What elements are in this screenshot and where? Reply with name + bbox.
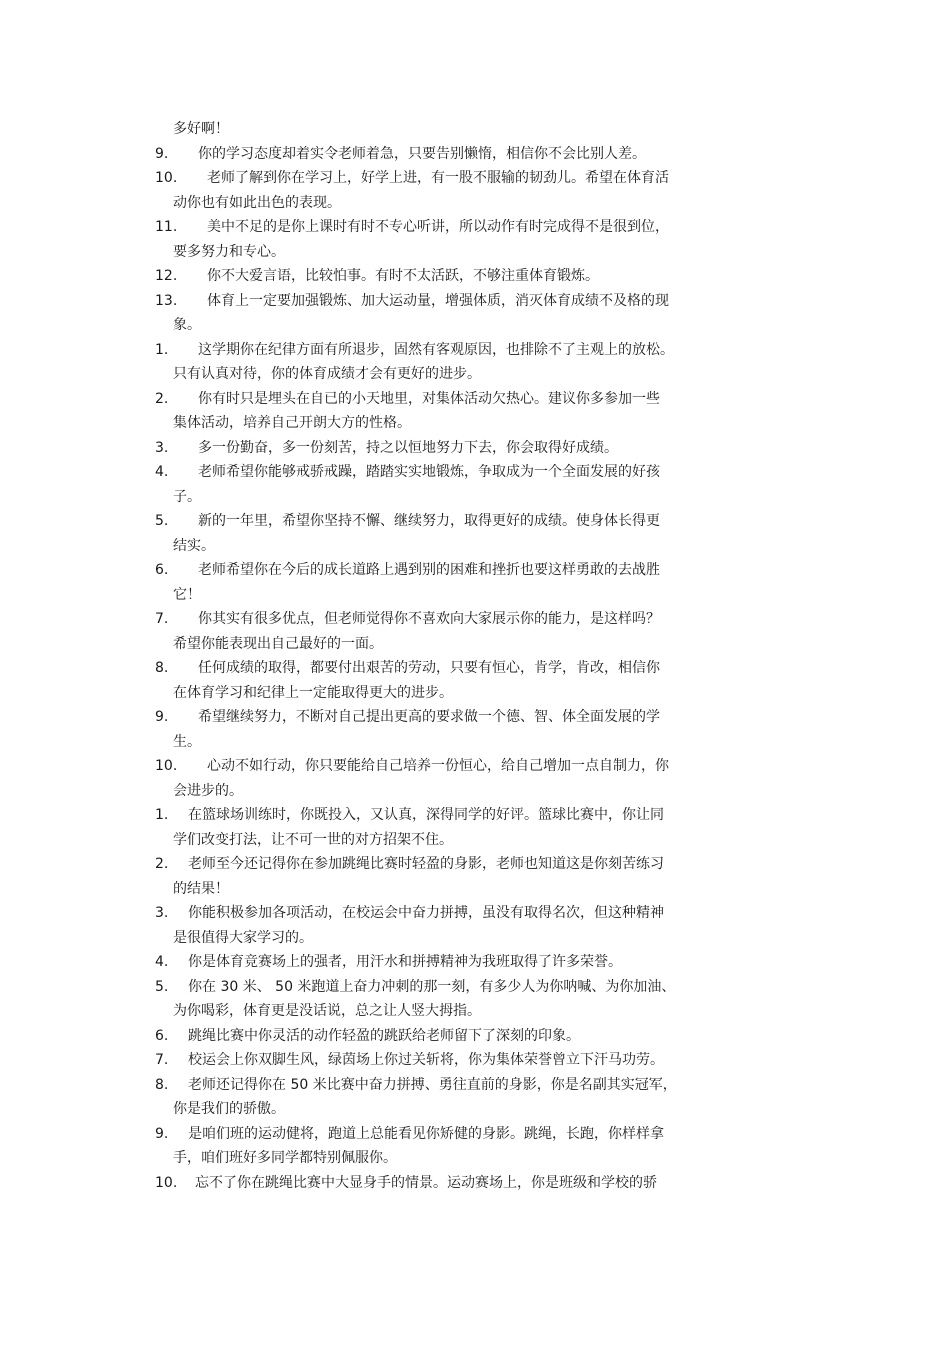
list-item [155,509,715,534]
list-item [155,264,715,289]
item-number: 6. [155,1027,169,1044]
list-item-continuation [155,534,715,559]
item-number: 4. [155,464,169,480]
list-item-continuation [155,877,715,902]
item-text: 子。 [173,488,201,505]
item-text: 老师希望你能够戒骄戒躁，踏踏实实地锻炼，争取成为一个全面发展的好孩 [198,464,660,480]
item-text: 多好啊！ [173,121,229,137]
list-item-continuation [155,828,715,853]
list-item [155,387,715,412]
list-item-continuation [155,926,715,951]
list-item [155,436,715,461]
item-text: 手，咱们班好多同学都特别佩服你。 [173,1150,397,1166]
list-item-continuation [155,485,715,510]
list-item [155,975,715,1000]
item-text: 你有时只是埋头在自已的小天地里，对集体活动欠热心。建议你多参加一些 [198,390,660,407]
item-text: 你不大爱言语，比较怕事。有时不太活跃，不够注重体育锻炼。 [207,268,599,284]
list-item [155,460,715,485]
item-text: 希望继续努力，不断对自己提出更高的要求做一个德、智、体全面发展的学 [198,709,660,725]
list-item-continuation [155,362,715,387]
list-item-continuation [155,191,715,216]
item-number: 1. [155,807,169,823]
item-number: 11. [155,219,178,235]
item-text: 象。 [173,317,201,333]
item-number: 7. [155,1052,169,1068]
list-item [155,1122,715,1147]
item-number: 2. [155,856,169,872]
list-item [155,1048,715,1073]
item-text: 学们改变打法，让不可一世的对方招架不住。 [173,831,453,848]
item-number: 13. [155,292,178,309]
list-item [155,558,715,583]
item-text: 你是我们的骄傲。 [173,1101,285,1117]
item-number: 12. [155,268,178,284]
list-item-continuation [155,779,715,804]
item-number: 10. [155,1174,178,1191]
list-item [155,1171,715,1196]
item-number: 9. [155,709,169,725]
item-text: 要多努力和专心。 [173,243,285,260]
item-number: 5. [155,978,169,995]
item-number: 5. [155,513,169,529]
item-number: 4. [155,954,169,970]
item-text: 心动不如行动，你只要能给自己培养一份恒心，给自己增加一点自制力，你 [207,758,669,774]
item-text: 在篮球场训练时，你既投入，又认真，深得同学的好评。篮球比赛中，你让同 [188,807,664,823]
item-text: 你是体育竞赛场上的强者，用汗水和拼搏精神为我班取得了许多荣誉。 [188,954,622,970]
list-item-continuation [155,240,715,265]
list-item-continuation [155,681,715,706]
item-text: 你其实有很多优点，但老师觉得你不喜欢向大家展示你的能力，是这样吗？ [198,611,660,627]
item-text: 动你也有如此出色的表现。 [173,194,341,211]
item-text: 结实。 [173,537,215,554]
list-item [155,1024,715,1049]
list-item [155,803,715,828]
list-item [155,1073,715,1098]
list-item-continuation [155,411,715,436]
item-text: 任何成绩的取得，都要付出艰苦的劳动，只要有恒心，肯学，肯改，相信你 [198,660,660,676]
item-number: 10. [155,170,178,186]
item-text: 美中不足的是你上课时有时不专心听讲，所以动作有时完成得不是很到位， [207,219,669,235]
list-item [155,166,715,191]
list-item [155,289,715,314]
list-item [155,656,715,681]
list-item-continuation [155,999,715,1024]
item-number: 3. [155,439,169,456]
item-text: 忘不了你在跳绳比赛中大显身手的情景。运动赛场上，你是班级和学校的骄 [195,1174,657,1191]
item-text: 老师还记得你在 50 米比赛中奋力拼搏、勇往直前的身影，你是名副其实冠军， [188,1076,677,1093]
item-number: 8. [155,660,169,676]
item-text: 为你喝彩，体育更是没话说，总之让人竖大拇指。 [173,1003,481,1019]
item-text: 校运会上你双脚生风，绿茵场上你过关斩将，你为集体荣誉曾立下汗马功劳。 [188,1052,664,1068]
list-item-continuation [155,1097,715,1122]
item-text: 多一份勤奋，多一份刻苦，持之以恒地努力下去，你会取得好成绩。 [198,439,618,456]
list-item-continuation [155,1146,715,1171]
list-item-continuation [155,313,715,338]
item-text: 希望你能表现出自己最好的一面。 [173,635,383,652]
list-item-continuation [155,583,715,608]
item-text: 新的一年里，希望你坚持不懈、继续努力，取得更好的成绩。使身体长得更 [198,513,660,529]
item-number: 9. [155,1125,169,1142]
list-item [155,215,715,240]
item-text: 它！ [173,586,201,603]
item-number: 1. [155,341,169,358]
list-item [155,705,715,730]
list-item-continuation [155,632,715,657]
item-number: 2. [155,390,169,407]
item-text: 生。 [173,733,201,750]
item-text: 你在 30 米、 50 米跑道上奋力冲刺的那一刻，有多少人为你呐喊、为你加油、 [188,978,676,995]
item-number: 6. [155,562,169,578]
item-text: 老师希望你在今后的成长道路上遇到别的困难和挫折也要这样勇敢的去战胜 [198,562,660,578]
item-text: 集体活动，培养自己开朗大方的性格。 [173,415,411,431]
list-item [155,142,715,167]
list-item [155,901,715,926]
list-item [155,852,715,877]
item-text: 老师了解到你在学习上，好学上进，有一股不服输的韧劲儿。希望在体育活 [207,170,669,186]
item-number: 10. [155,758,178,774]
item-text: 会进步的。 [173,782,243,799]
list-item [155,607,715,632]
item-number: 8. [155,1076,169,1093]
comment-list [155,117,715,1195]
item-text: 跳绳比赛中你灵活的动作轻盈的跳跃给老师留下了深刻的印象。 [188,1027,580,1044]
list-item [155,950,715,975]
item-text: 这学期你在纪律方面有所退步，固然有客观原因，也排除不了主观上的放松。 [198,341,674,358]
item-number: 7. [155,611,169,627]
item-number: 3. [155,905,169,921]
list-item-continuation [155,730,715,755]
item-text: 只有认真对待，你的体育成绩才会有更好的进步。 [173,366,481,382]
item-text: 你能积极参加各项活动，在校运会中奋力拼搏，虽没有取得名次，但这种精神 [188,905,664,921]
list-item [155,117,715,142]
item-text: 你的学习态度却着实令老师着急，只要告别懒惰，相信你不会比别人差。 [198,145,646,162]
list-item [155,338,715,363]
item-text: 老师至今还记得你在参加跳绳比赛时轻盈的身影，老师也知道这是你刻苦练习 [188,856,664,872]
item-text: 是很值得大家学习的。 [173,929,313,946]
item-number: 9. [155,145,169,162]
item-text: 的结果！ [173,880,229,897]
item-text: 在体育学习和纪律上一定能取得更大的进步。 [173,684,453,701]
item-text: 是咱们班的运动健将，跑道上总能看见你矫健的身影。跳绳，长跑，你样样拿 [188,1125,664,1142]
item-text: 体育上一定要加强锻炼、加大运动量，增强体质，消灭体育成绩不及格的现 [207,292,669,309]
list-item [155,754,715,779]
